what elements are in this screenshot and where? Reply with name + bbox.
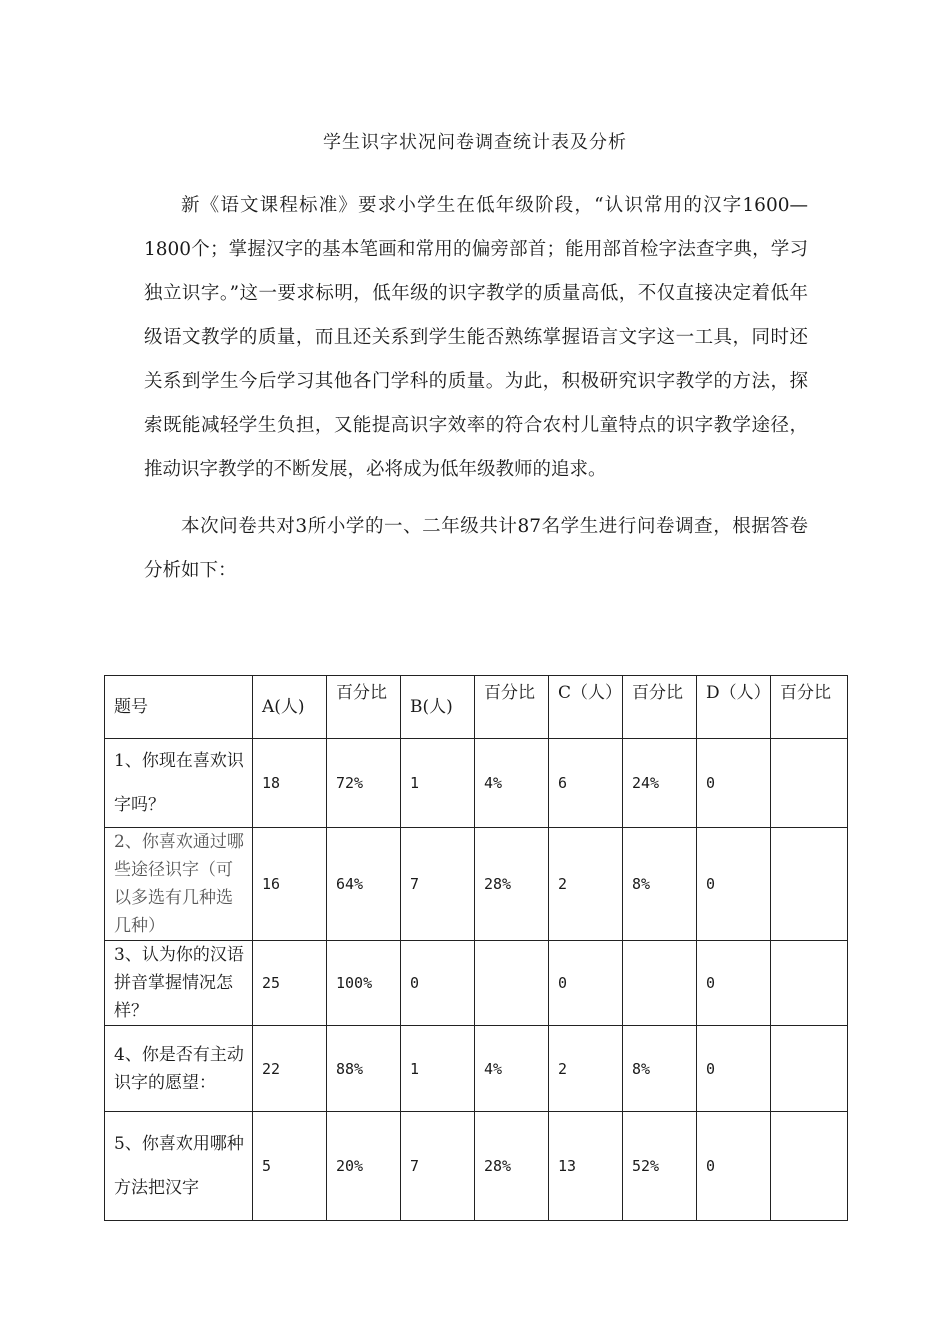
- survey-summary-paragraph: 本次问卷共对3所小学的一、二年级共计87名学生进行问卷调查，根据答卷分析如下：: [144, 516, 808, 581]
- a-percent-cell: 88%: [327, 1026, 401, 1112]
- c-percent-cell: [623, 941, 697, 1026]
- c-count-cell: 13: [549, 1112, 623, 1221]
- b-percent-cell: 4%: [475, 1026, 549, 1112]
- a-count-cell: 5: [253, 1112, 327, 1221]
- question-cell: 4、你是否有主动识字的愿望：: [105, 1026, 253, 1112]
- a-count-cell: 18: [253, 739, 327, 828]
- b-count-cell: 1: [401, 1026, 475, 1112]
- d-count-cell: 0: [697, 739, 771, 828]
- c-percent-cell: 8%: [623, 828, 697, 941]
- c-count-cell: 2: [549, 1026, 623, 1112]
- intro-paragraph: 新《语文课程标准》要求小学生在低年级阶段，“认识常用的汉字1600—1800个；掌握汉字的基本笔画和常用的偏旁部首；能用部首检字法查字典，学习独立识字。”这一要求标明，低年级的识字教学的质量高低，不仅直接决定着低年级语文教学的质量，而且还关系到学生能否熟练掌握语言文字这一工具，同时还关系到学生今后学习其他各门学科的质量。为此，积极研究识字教学的方法，探索既能减轻学生负担，又能提高识字效率的符合农村儿童特点的识字教学途径，推动识字教学的不断发展，必将成为低年级教师的追求。: [144, 195, 808, 480]
- d-percent-cell: [771, 941, 848, 1026]
- header-b-count: B(人): [401, 676, 475, 739]
- d-percent-cell: [771, 1112, 848, 1221]
- d-count-cell: 0: [697, 828, 771, 941]
- header-d-percent: 百分比: [771, 676, 848, 739]
- page-title: 学生识字状况问卷调查统计表及分析: [323, 132, 627, 153]
- table-row: [105, 941, 848, 1026]
- header-d-count: D（人）: [697, 676, 771, 739]
- header-b-percent: 百分比: [475, 676, 549, 739]
- a-percent-cell: 100%: [327, 941, 401, 1026]
- table-row: [105, 828, 848, 941]
- d-percent-cell: [771, 739, 848, 828]
- header-a-percent: 百分比: [327, 676, 401, 739]
- table-row: [105, 1112, 848, 1221]
- header-c-percent: 百分比: [623, 676, 697, 739]
- b-count-cell: 0: [401, 941, 475, 1026]
- question-cell: 2、你喜欢通过哪些途径识字（可以多选有几种选几种）: [105, 828, 253, 941]
- c-percent-cell: 52%: [623, 1112, 697, 1221]
- a-count-cell: 25: [253, 941, 327, 1026]
- d-count-cell: 0: [697, 1026, 771, 1112]
- a-count-cell: 16: [253, 828, 327, 941]
- question-cell: 5、你喜欢用哪种方法把汉字: [105, 1112, 253, 1221]
- c-percent-cell: 8%: [623, 1026, 697, 1112]
- c-percent-cell: 24%: [623, 739, 697, 828]
- table-header-row: [105, 676, 848, 739]
- a-percent-cell: 72%: [327, 739, 401, 828]
- d-count-cell: 0: [697, 1112, 771, 1221]
- b-percent-cell: 4%: [475, 739, 549, 828]
- b-count-cell: 7: [401, 828, 475, 941]
- b-count-cell: 7: [401, 1112, 475, 1221]
- b-percent-cell: [475, 941, 549, 1026]
- c-count-cell: 2: [549, 828, 623, 941]
- question-cell: 3、认为你的汉语拼音掌握情况怎样？: [105, 941, 253, 1026]
- header-c-count: C（人）: [549, 676, 623, 739]
- b-percent-cell: 28%: [475, 1112, 549, 1221]
- d-percent-cell: [771, 1026, 848, 1112]
- c-count-cell: 6: [549, 739, 623, 828]
- a-percent-cell: 20%: [327, 1112, 401, 1221]
- a-percent-cell: 64%: [327, 828, 401, 941]
- survey-statistics-table: [104, 675, 848, 1221]
- d-count-cell: 0: [697, 941, 771, 1026]
- table-row: [105, 1026, 848, 1112]
- header-a-count: A(人): [253, 676, 327, 739]
- table-row: [105, 739, 848, 828]
- b-percent-cell: 28%: [475, 828, 549, 941]
- c-count-cell: 0: [549, 941, 623, 1026]
- d-percent-cell: [771, 828, 848, 941]
- question-cell: 1、你现在喜欢识字吗？: [105, 739, 253, 828]
- header-question-number: 题号: [105, 676, 253, 739]
- a-count-cell: 22: [253, 1026, 327, 1112]
- b-count-cell: 1: [401, 739, 475, 828]
